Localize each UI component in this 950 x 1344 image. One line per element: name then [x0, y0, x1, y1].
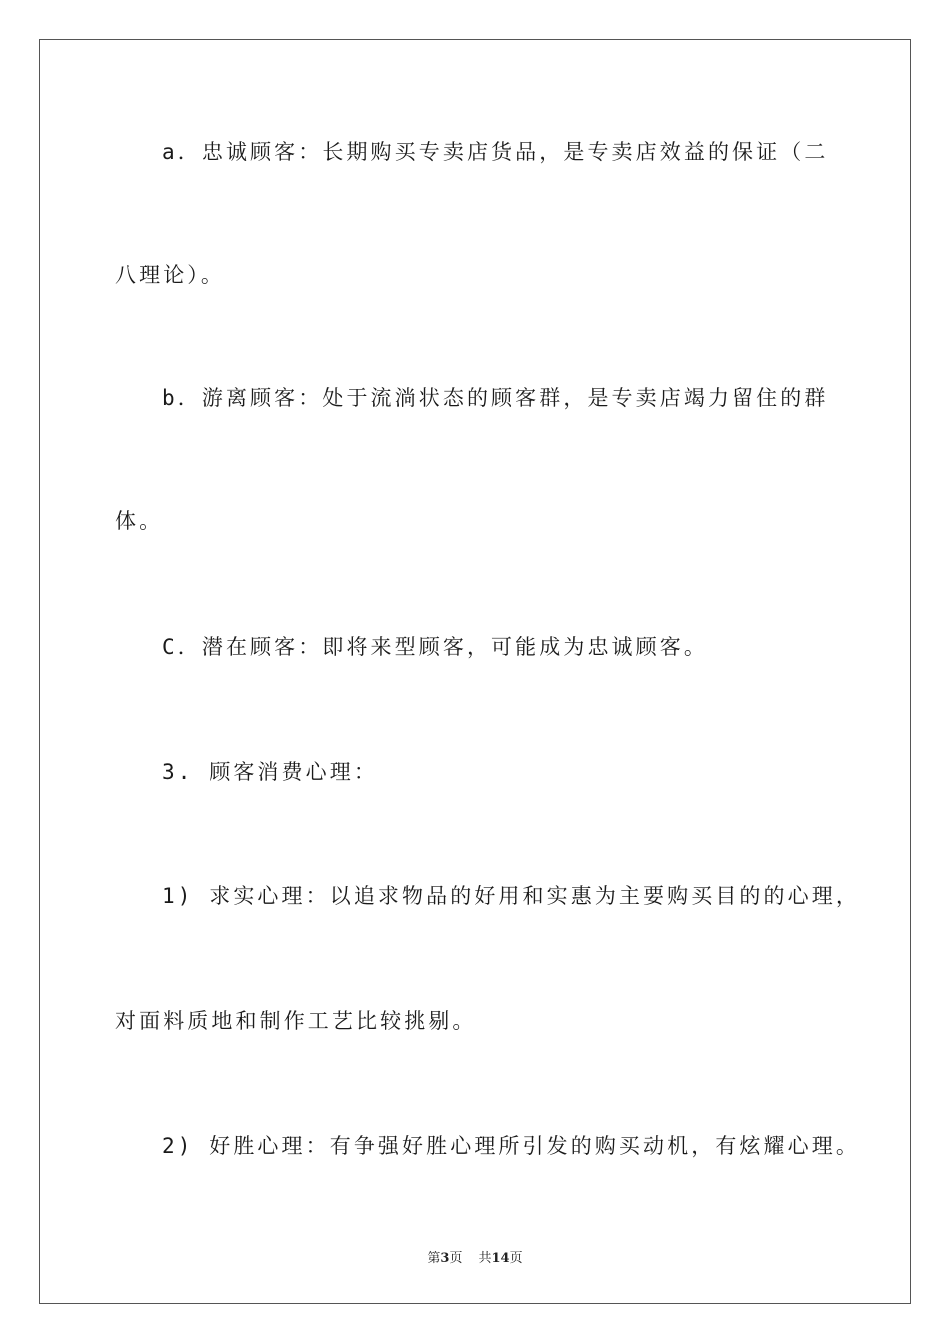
paragraph-practical-psychology: 1) 求实心理：以追求物品的好用和实惠为主要购买目的的心理， [162, 884, 860, 908]
page-current: 3 [440, 1251, 450, 1266]
page-prefix: 第 [427, 1251, 441, 1266]
page-border [39, 39, 911, 1304]
paragraph-floating-customers-cont: 体。 [115, 509, 164, 533]
paragraph-practical-psychology-cont: 对面料质地和制作工艺比较挑剔。 [115, 1009, 477, 1033]
paragraph-floating-customers: b．游离顾客：处于流淌状态的顾客群，是专卖店竭力留住的群 [162, 386, 829, 410]
total-suffix: 页 [509, 1251, 523, 1266]
paragraph-potential-customers: C．潜在顾客：即将来型顾客，可能成为忠诚顾客。 [162, 635, 708, 659]
page-footer [0, 1247, 950, 1266]
page-suffix: 页 [449, 1251, 463, 1266]
total-prefix: 共 [478, 1251, 492, 1266]
page-total: 14 [491, 1251, 510, 1266]
paragraph-competitive-psychology: 2) 好胜心理：有争强好胜心理所引发的购买动机，有炫耀心理。 [162, 1134, 860, 1158]
section-heading-consumer-psychology: 3. 顾客消费心理： [162, 760, 378, 784]
paragraph-loyal-customers: a．忠诚顾客：长期购买专卖店货品，是专卖店效益的保证（二 [162, 140, 829, 164]
paragraph-loyal-customers-cont: 八理论）。 [115, 263, 225, 287]
